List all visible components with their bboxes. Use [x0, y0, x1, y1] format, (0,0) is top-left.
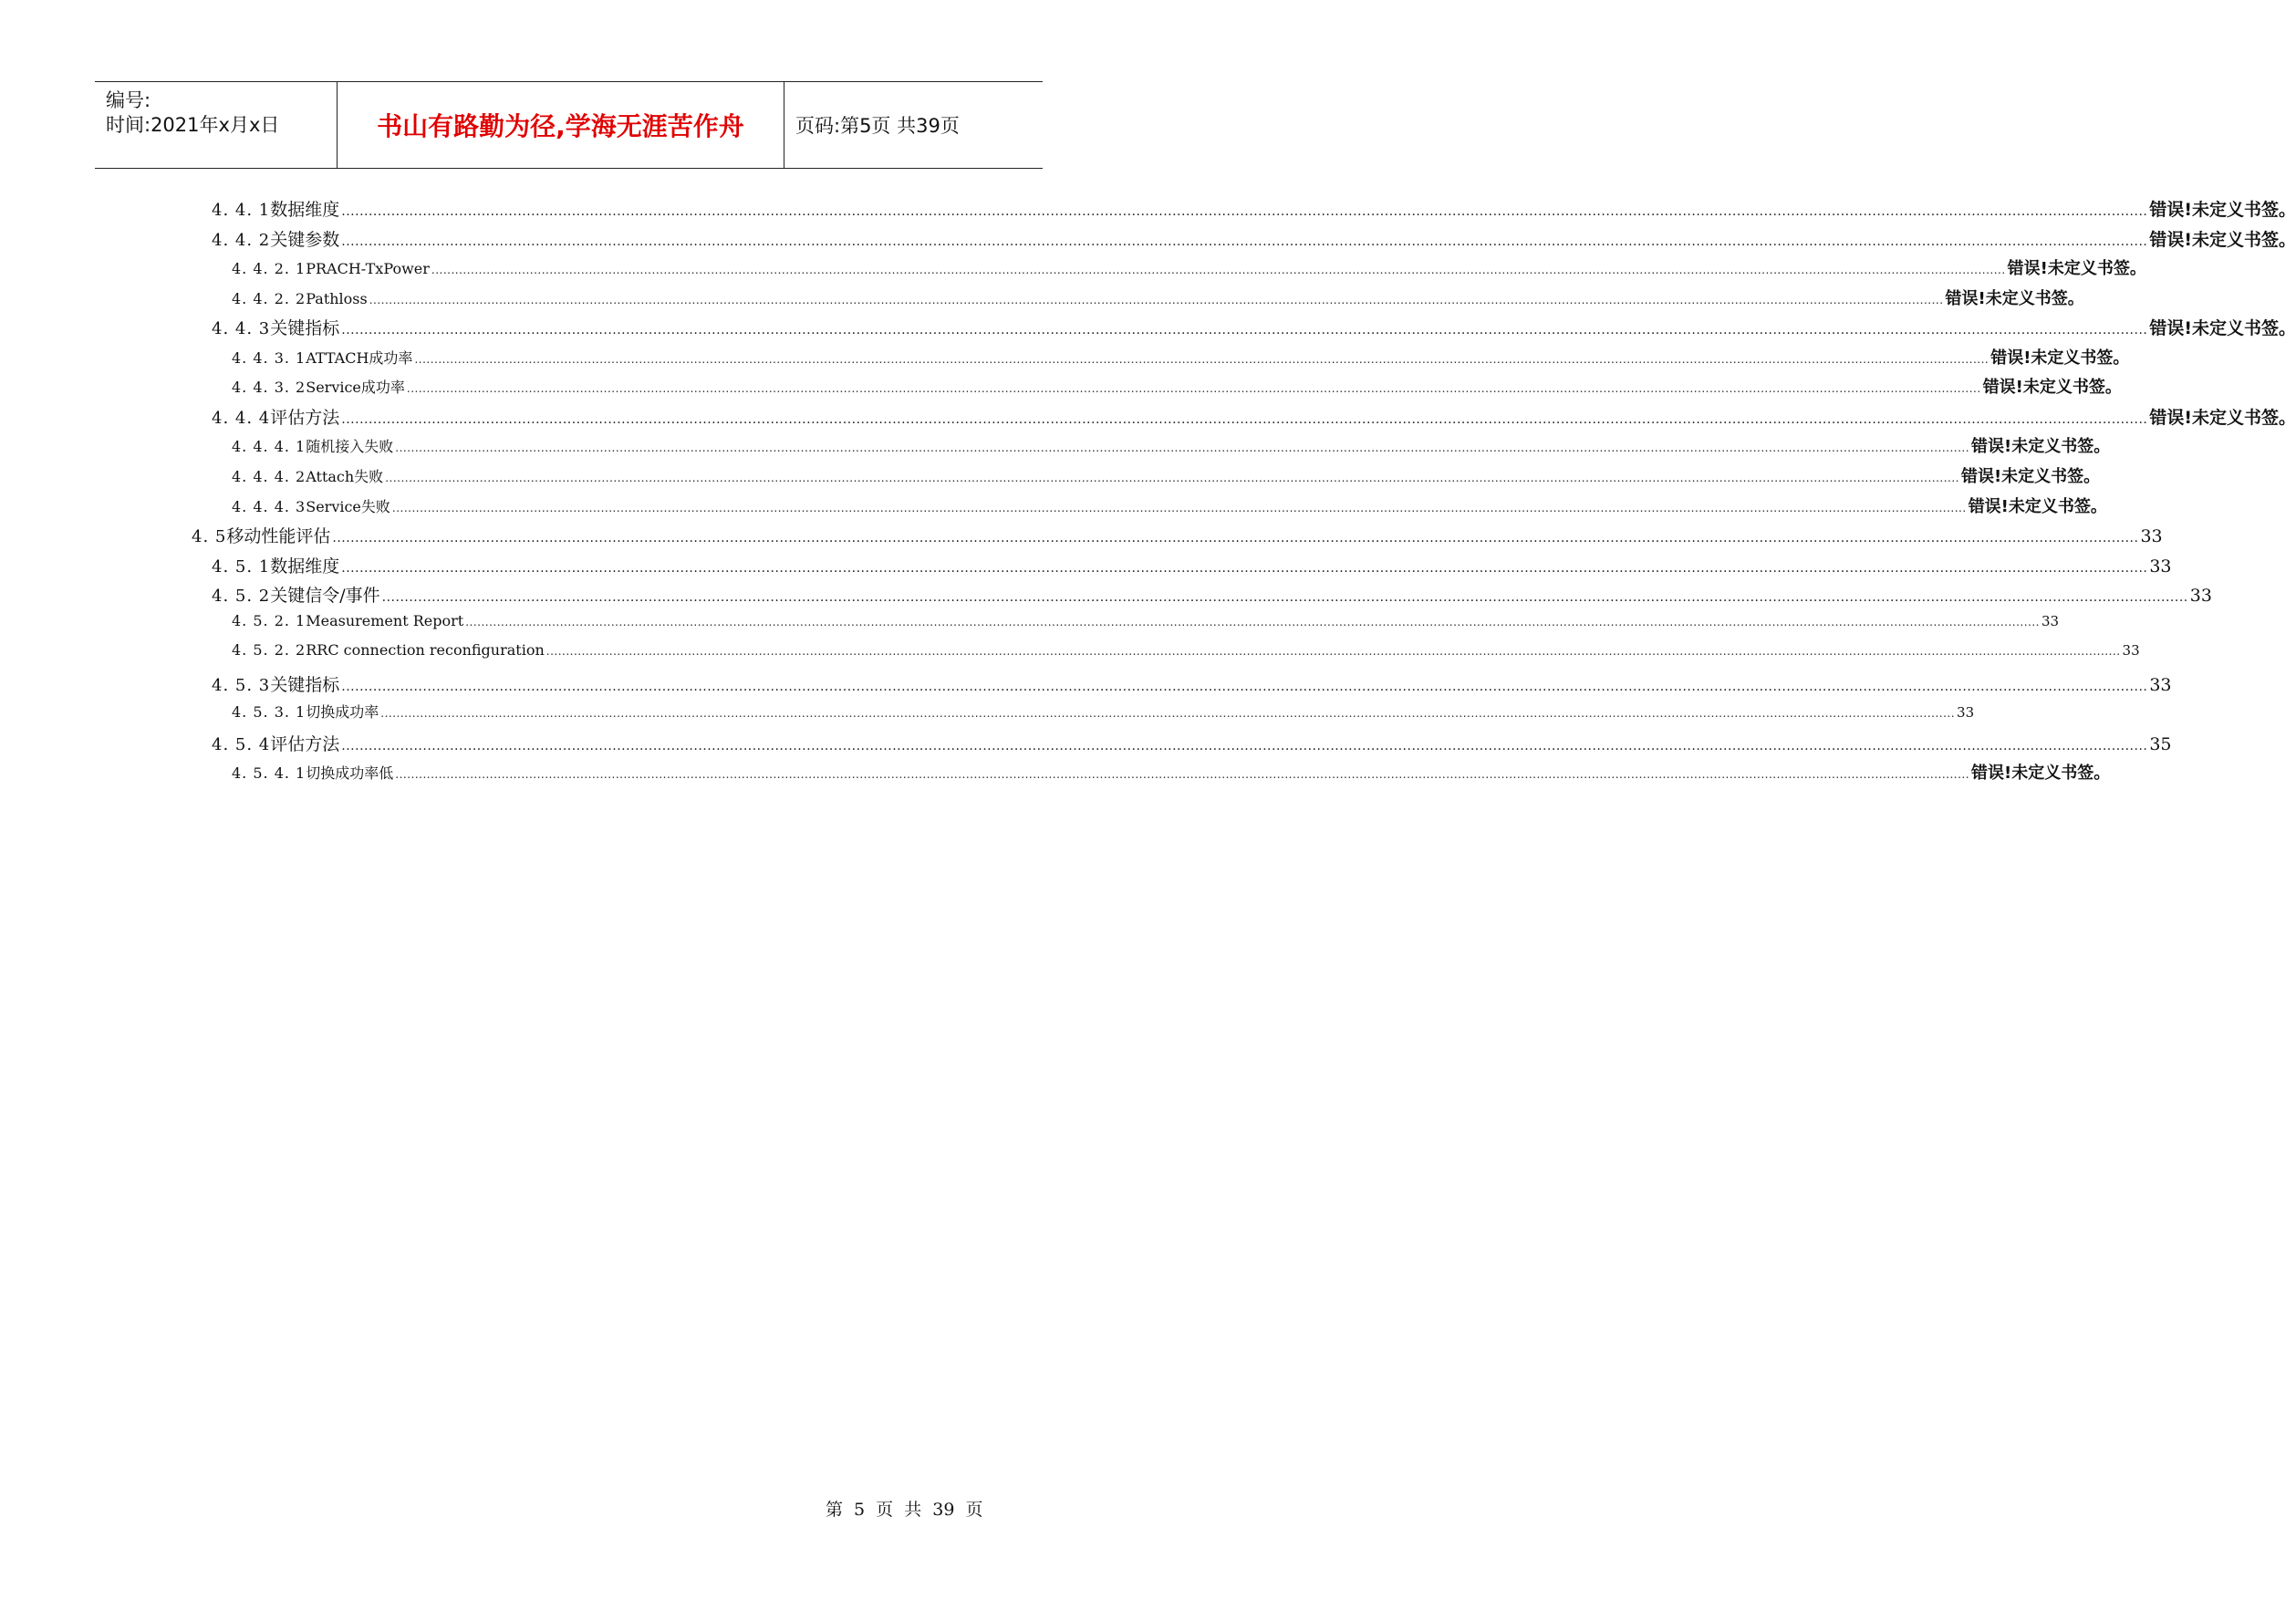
toc-entry[interactable]	[212, 315, 2296, 339]
toc-leader-dots: ................................................................................................................................................................................................................................................................................................................................................................................................................	[391, 501, 1967, 514]
toc-entry-page: 33	[2149, 556, 2172, 577]
toc-entry-title: Measurement Report	[306, 611, 464, 629]
header-page-info: 页码:第5页 共39页	[795, 115, 960, 137]
toc-entry-page: 错误!未定义书签。	[2149, 200, 2296, 220]
toc-leader-dots: ................................................................................................................................................................................................................................................................................................................................................................................................................	[341, 411, 2148, 427]
toc-entry[interactable]	[192, 523, 2163, 547]
toc-entry[interactable]	[232, 494, 2107, 517]
toc-entry-title: 数据维度	[270, 556, 340, 577]
toc-entry-title: 切换成功率	[306, 703, 379, 722]
toc-entry-page: 错误!未定义书签。	[1982, 378, 2122, 398]
toc-entry-number: 4. 5. 2	[212, 587, 271, 607]
toc-entry[interactable]	[212, 196, 2296, 221]
header-left-cell	[95, 82, 338, 168]
toc-entry-page: 错误!未定义书签。	[1968, 496, 2107, 516]
toc-entry-title: 关键指标	[270, 318, 340, 339]
toc-leader-dots: ................................................................................................................................................................................................................................................................................................................................................................................................................	[431, 264, 2006, 277]
toc-entry-number: 4. 4. 2. 1	[232, 260, 306, 278]
toc-entry[interactable]	[232, 641, 2140, 660]
toc-entry[interactable]	[212, 404, 2296, 429]
toc-entry-number: 4. 5. 4	[212, 734, 271, 754]
toc-entry[interactable]	[232, 345, 2130, 369]
toc-entry[interactable]	[232, 463, 2101, 487]
toc-leader-dots: ................................................................................................................................................................................................................................................................................................................................................................................................................	[341, 323, 2148, 338]
toc-entry-title: Service失败	[306, 497, 390, 515]
toc-entry[interactable]	[232, 701, 1975, 722]
toc-leader-dots: ................................................................................................................................................................................................................................................................................................................................................................................................................	[406, 382, 1981, 396]
toc-entry-number: 4. 4. 2	[212, 230, 271, 250]
toc-entry-number: 4. 4. 3	[212, 319, 271, 339]
toc-leader-dots: ................................................................................................................................................................................................................................................................................................................................................................................................................	[332, 531, 2139, 546]
toc-entry-page: 错误!未定义书签。	[1945, 288, 2084, 308]
page-header	[95, 81, 1043, 169]
toc-entry-title: RRC connection reconfiguration	[306, 641, 545, 660]
toc-leader-dots: ................................................................................................................................................................................................................................................................................................................................................................................................................	[341, 234, 2148, 249]
toc-entry-number: 4. 4. 1	[212, 201, 271, 220]
toc-leader-dots: ................................................................................................................................................................................................................................................................................................................................................................................................................	[545, 645, 2121, 659]
toc-entry-title: 移动性能评估	[226, 526, 331, 547]
toc-entry-number: 4. 5. 1	[212, 556, 271, 577]
toc-entry-title: 数据维度	[270, 200, 340, 220]
toc-entry[interactable]	[232, 374, 2122, 398]
toc-leader-dots: ................................................................................................................................................................................................................................................................................................................................................................................................................	[465, 615, 2040, 629]
header-motto: 书山有路勤为径,学海无涯苦作舟	[377, 111, 744, 141]
toc-entry-page: 错误!未定义书签。	[2149, 318, 2296, 339]
toc-entry-page: 33	[2041, 612, 2060, 629]
toc-entry-page: 错误!未定义书签。	[1990, 348, 2130, 368]
toc-entry-number: 4. 4. 4	[212, 408, 271, 428]
toc-entry-number: 4. 5. 3. 1	[232, 703, 306, 722]
toc-entry[interactable]	[232, 433, 2111, 457]
toc-leader-dots: ................................................................................................................................................................................................................................................................................................................................................................................................................	[381, 590, 2188, 606]
toc-entry-number: 4. 4. 3. 1	[232, 348, 306, 367]
toc-entry-page: 35	[2149, 733, 2172, 754]
toc-entry-page: 33	[2140, 526, 2163, 547]
toc-entry-number: 4. 5. 2. 1	[232, 611, 306, 629]
toc-entry-number: 4. 4. 4. 1	[232, 438, 306, 456]
toc-entry-title: 评估方法	[270, 407, 340, 428]
toc-entry[interactable]	[212, 226, 2296, 251]
toc-entry-number: 4. 5	[192, 527, 227, 547]
toc-entry-page: 错误!未定义书签。	[1971, 764, 2111, 784]
toc-entry-number: 4. 4. 3. 2	[232, 379, 306, 397]
toc-entry-title: ATTACH成功率	[306, 348, 413, 367]
toc-leader-dots: ................................................................................................................................................................................................................................................................................................................................................................................................................	[341, 679, 2148, 694]
toc-entry[interactable]	[232, 611, 2060, 629]
toc-entry-page: 33	[2189, 586, 2212, 607]
toc-entry[interactable]	[232, 255, 2146, 279]
toc-entry-title: 随机接入失败	[306, 438, 394, 456]
toc-entry-number: 4. 4. 4. 3	[232, 497, 306, 515]
toc-entry-page: 错误!未定义书签。	[2149, 229, 2296, 250]
toc-leader-dots: ................................................................................................................................................................................................................................................................................................................................................................................................................	[414, 352, 1990, 366]
toc-entry-title: 切换成功率低	[306, 764, 394, 783]
toc-entry-title: Pathloss	[306, 289, 368, 307]
page-footer: 第 5 页 共 39 页	[826, 1500, 983, 1520]
toc-entry-page: 33	[1957, 704, 1975, 722]
toc-entry[interactable]	[232, 760, 2111, 784]
toc-entry-title: 关键信令/事件	[270, 586, 380, 607]
toc-entry[interactable]	[212, 582, 2212, 607]
toc-entry[interactable]	[212, 553, 2172, 577]
toc-entry-title: 关键指标	[270, 674, 340, 695]
toc-entry-page: 错误!未定义书签。	[2007, 259, 2146, 279]
document-date-label: 时间:2021年x月x日	[106, 114, 280, 136]
toc-entry-number: 4. 4. 4. 2	[232, 467, 306, 485]
toc-entry-number: 4. 5. 2. 2	[232, 641, 306, 660]
toc-entry-title: PRACH-TxPower	[306, 260, 430, 278]
toc-leader-dots: ................................................................................................................................................................................................................................................................................................................................................................................................................	[385, 471, 1959, 484]
toc-entry-title: Service成功率	[306, 379, 405, 397]
toc-leader-dots: ................................................................................................................................................................................................................................................................................................................................................................................................................	[341, 738, 2148, 753]
document-number-label: 编号:	[106, 89, 151, 111]
toc-entry[interactable]	[212, 671, 2172, 696]
toc-entry-page: 33	[2149, 674, 2172, 695]
toc-entry-page: 33	[2122, 642, 2140, 660]
header-right-cell	[784, 82, 1043, 168]
toc-entry[interactable]	[232, 286, 2084, 309]
toc-leader-dots: ................................................................................................................................................................................................................................................................................................................................................................................................................	[380, 707, 1956, 721]
toc-entry-number: 4. 4. 2. 2	[232, 289, 306, 307]
toc-leader-dots: ................................................................................................................................................................................................................................................................................................................................................................................................................	[341, 560, 2148, 576]
toc-entry-number: 4. 5. 4. 1	[232, 764, 306, 783]
toc-entry[interactable]	[212, 731, 2172, 755]
toc-leader-dots: ................................................................................................................................................................................................................................................................................................................................................................................................................	[395, 768, 1970, 782]
toc-leader-dots: ................................................................................................................................................................................................................................................................................................................................................................................................................	[369, 293, 1944, 306]
toc-leader-dots: ................................................................................................................................................................................................................................................................................................................................................................................................................	[341, 204, 2148, 219]
toc-entry-title: 关键参数	[270, 229, 340, 250]
toc-entry-page: 错误!未定义书签。	[1960, 466, 2101, 486]
toc-entry-title: 评估方法	[270, 733, 340, 754]
toc-entry-number: 4. 5. 3	[212, 675, 271, 695]
toc-leader-dots: ................................................................................................................................................................................................................................................................................................................................................................................................................	[395, 442, 1970, 455]
toc-entry-page: 错误!未定义书签。	[1971, 437, 2111, 457]
toc-entry-page: 错误!未定义书签。	[2149, 407, 2296, 428]
header-center-cell	[338, 82, 784, 168]
toc-entry-title: Attach失败	[306, 467, 384, 485]
